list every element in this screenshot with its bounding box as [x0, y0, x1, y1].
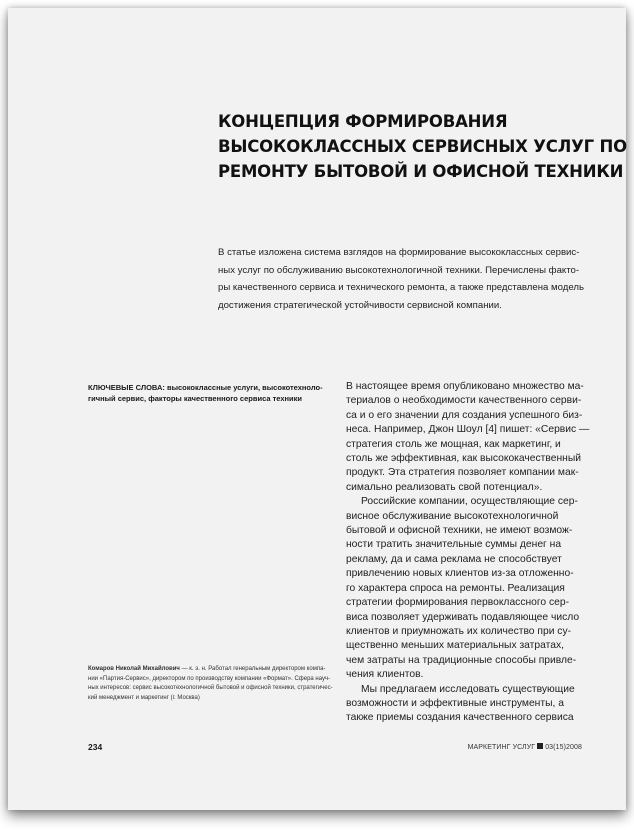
body-line: чения клиентов.	[346, 669, 424, 681]
body-line: симально реализовать свой потенциал».	[346, 481, 543, 493]
body-line: рекламу, да и сама реклама не способствует	[346, 553, 562, 565]
body-line: го характера спроса на ремонты. Реализация	[346, 582, 565, 594]
journal-footer	[468, 743, 582, 751]
body-line: привлечению новых клиентов из-за отложенно-	[346, 568, 574, 580]
keywords-line: КЛЮЧЕВЫЕ СЛОВА: высококлассные услуги, высокотехноло-	[88, 383, 323, 392]
keywords-line: гичный сервис, факторы качественного сервиса техники	[88, 394, 303, 403]
abstract-line: В статье изложена система взглядов на формирование высококлассных сервис-	[218, 247, 580, 258]
body-line: Российские компании, осуществляющие сер-	[361, 496, 578, 508]
abstract-line: ры качественного сервиса и технического ремонта, а также представлена модель	[218, 282, 584, 293]
article-body	[346, 380, 608, 726]
author-bio-line: ных интересов: сервис высокотехнологичной бытовой и офисной техники, стратегичес-	[88, 685, 333, 692]
abstract-line: ных услуг по обслуживанию высокотехнологичной техники. Перечислены факто-	[218, 264, 580, 276]
body-line: виса позволяет удерживать подавляющее число	[346, 611, 580, 623]
abstract-line: достижения стратегической устойчивости сервисной компании.	[218, 299, 502, 311]
body-line: чем затраты на традиционные способы привле-	[346, 654, 577, 666]
journal-name: МАРКЕТИНГ УСЛУГ	[467, 744, 536, 751]
author-info	[88, 665, 333, 703]
article-abstract	[218, 244, 608, 314]
body-line: клиентов и приумножать их количество при су-	[346, 625, 572, 637]
keywords-block	[88, 382, 328, 404]
body-line: ности тратить значительные суммы денег на	[346, 539, 562, 551]
title-line: РЕМОНТУ БЫТОВОЙ И ОФИСНОЙ ТЕХНИКИ	[218, 162, 624, 181]
author-first-line	[88, 665, 333, 675]
title-line: ВЫСОКОКЛАССНЫХ СЕРВИСНЫХ УСЛУГ ПО	[218, 137, 627, 156]
square-bullet-icon	[537, 743, 543, 749]
author-name: Комаров Николай Михайлович	[88, 666, 180, 672]
body-line: также приемы создания качественного сервиса	[346, 712, 574, 724]
title-line: КОНЦЕПЦИЯ ФОРМИРОВАНИЯ	[218, 112, 508, 131]
body-line: щественно меньших материальных затратах,	[346, 640, 564, 652]
body-line: неса. Например, Джон Шоул [4] пишет: «Сервис —	[346, 424, 590, 436]
body-line: продукт. Эта стратегия позволяет компании мак-	[346, 467, 579, 479]
body-line: Мы предлагаем исследовать существующие	[361, 683, 575, 695]
journal-page	[8, 8, 626, 810]
body-line: стратегия столь же мощная, как маркетинг, и	[346, 438, 561, 450]
body-line: В настоящее время опубликовано множество ма-	[346, 381, 584, 392]
body-line: висное обслуживание высокотехнологичной	[346, 510, 559, 522]
page-number: 234	[88, 742, 103, 752]
body-line: возможности и эффективные инструменты, а	[346, 697, 564, 709]
author-bio-line: кий менеджмент и маркетинг (г. Москва)	[88, 694, 200, 701]
body-line: бытовой и офисной техники, не имеют возмож-	[346, 525, 573, 537]
journal-issue: 03(15)2008	[545, 744, 582, 751]
article-title	[218, 109, 627, 184]
body-line: стратегии формирования первоклассного сер-	[346, 597, 570, 609]
body-line: столь же эффективная, как высококачественный	[346, 453, 581, 465]
author-bio-start: — к. э. н. Работал генеральным директором компа-	[179, 666, 326, 672]
author-bio-line: нии «Партия-Сервис», директором по производству компании «Формат». Сфера науч-	[88, 675, 331, 682]
body-line: са и о его значении для создания успешного биз-	[346, 409, 583, 421]
body-line: териалов о необходимости качественного серви-	[346, 395, 582, 407]
